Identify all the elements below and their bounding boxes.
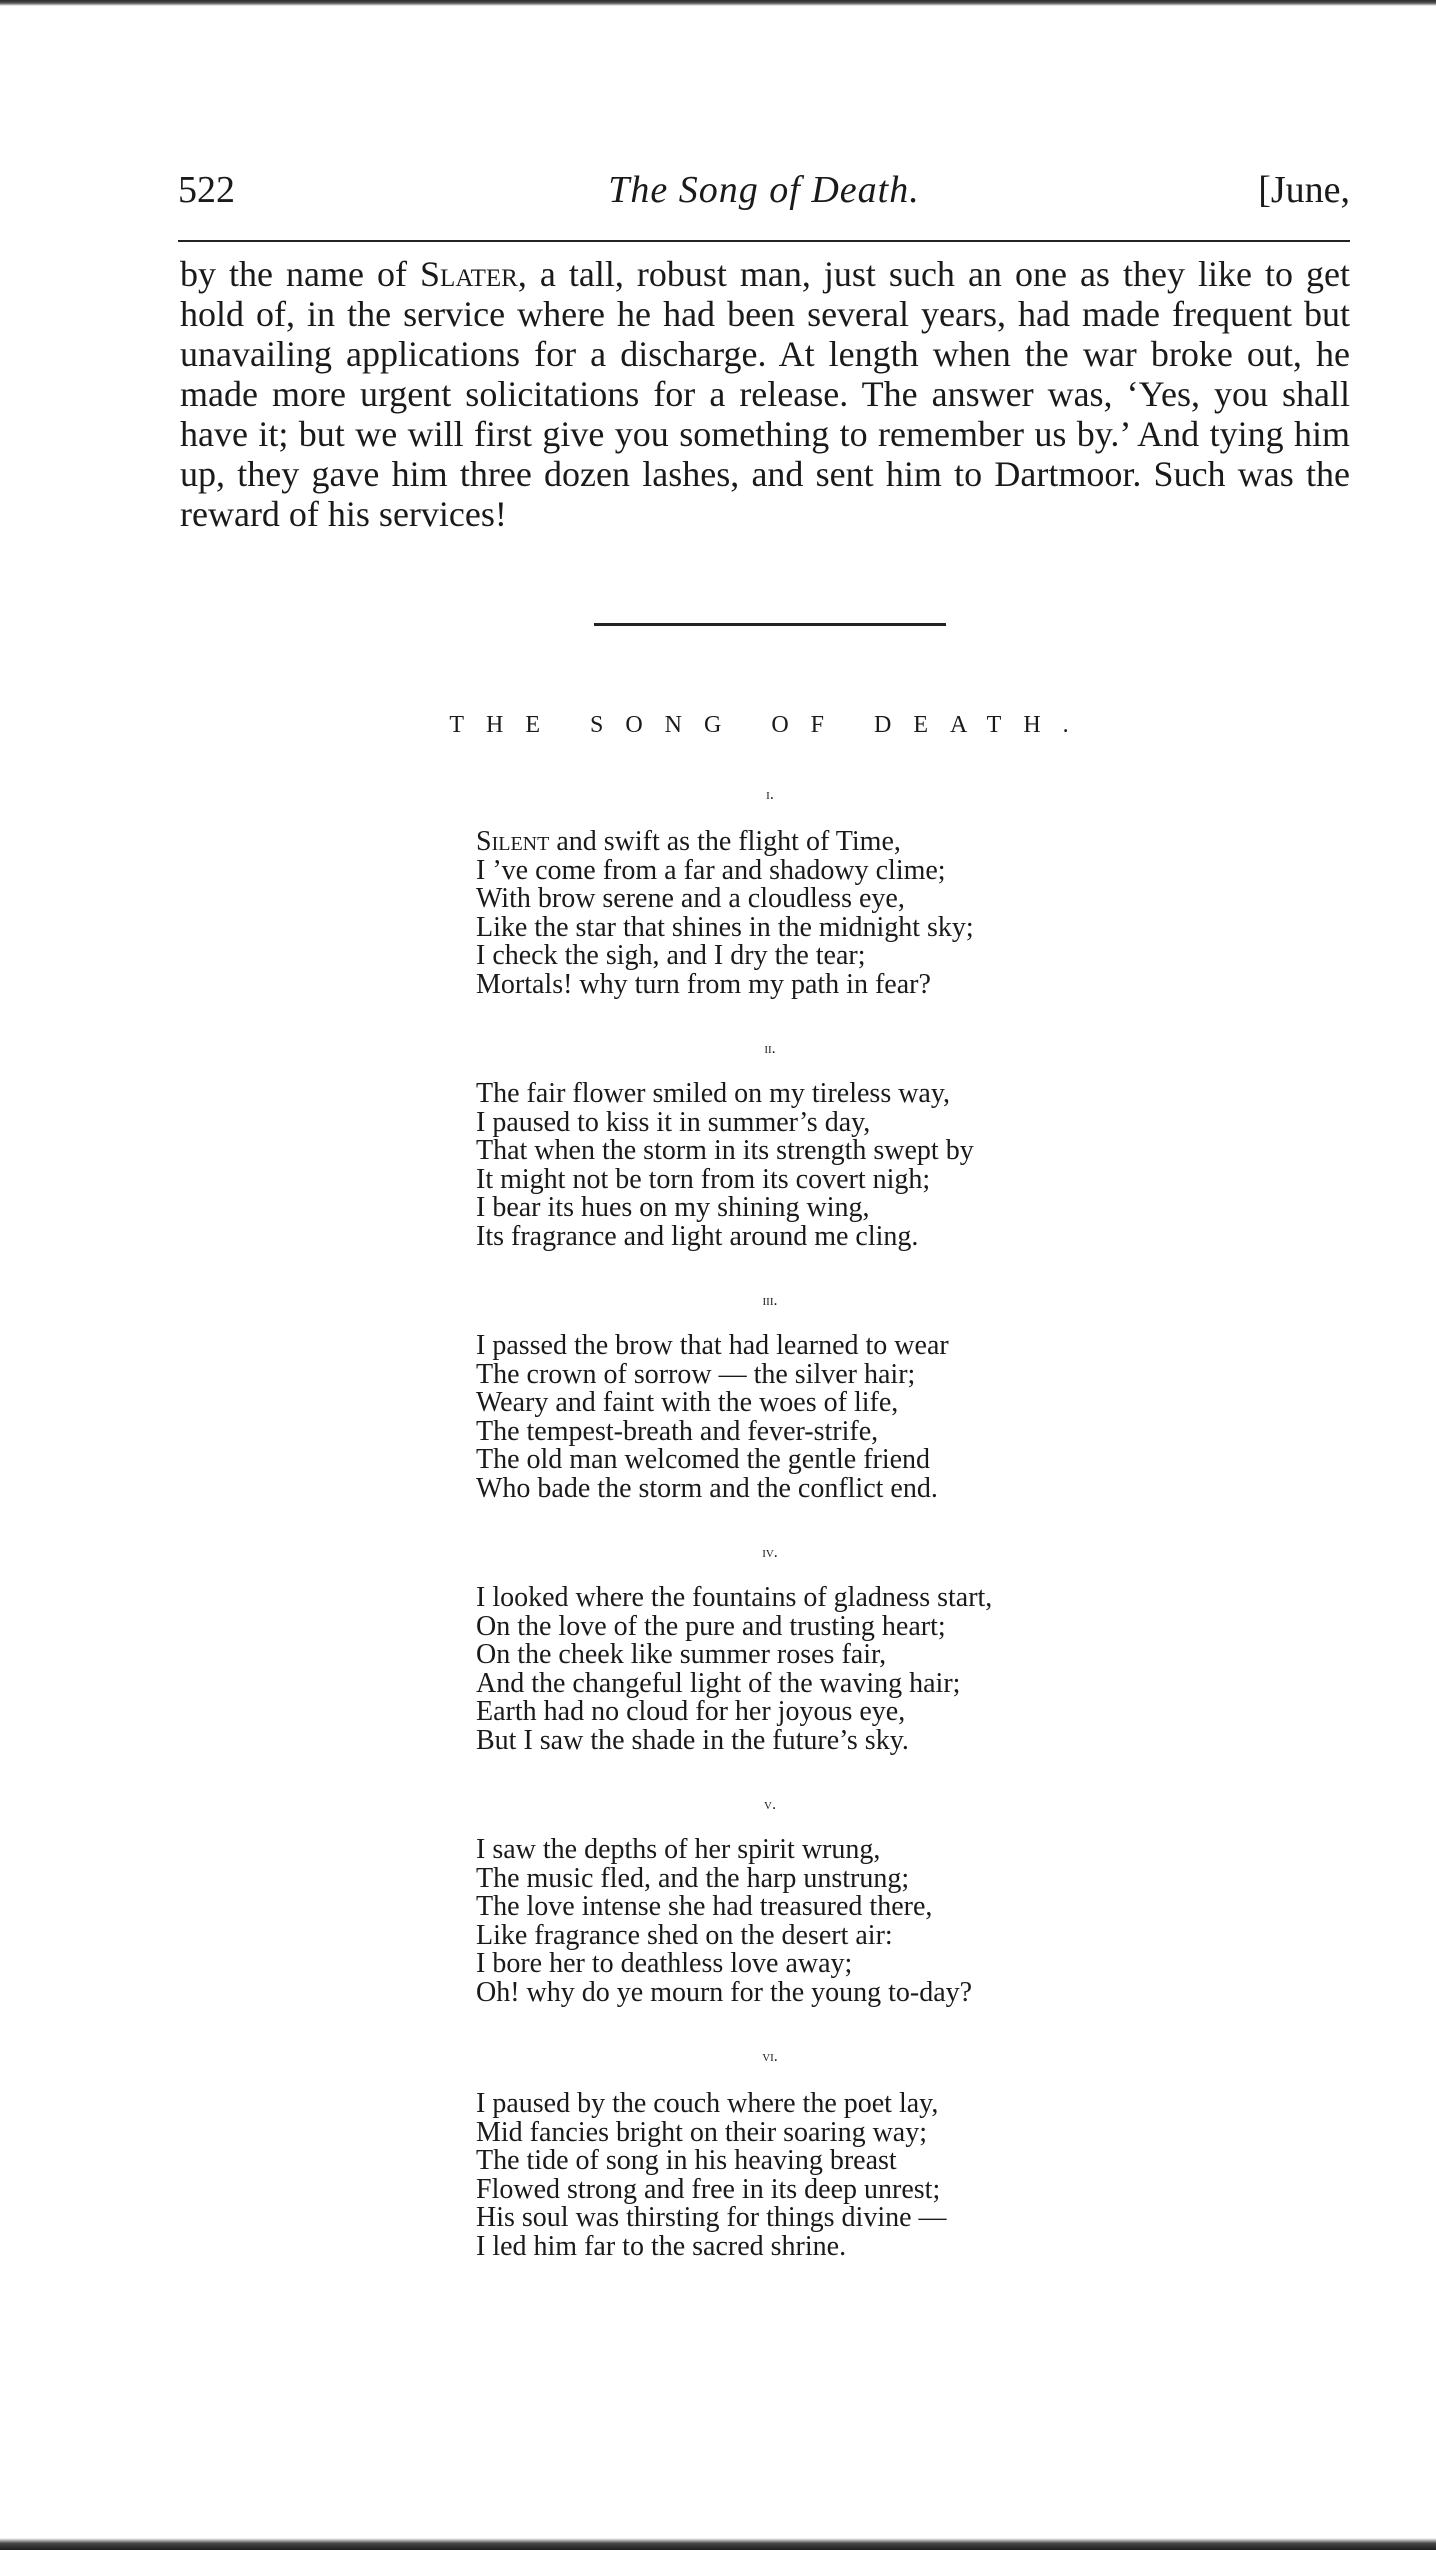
- stanza: [476, 1836, 1116, 2008]
- poem-line: Flowed strong and free in its deep unrest;: [476, 2173, 941, 2205]
- poem-line: The tide of song in his heaving breast: [476, 2145, 897, 2177]
- poem-line: Earth had no cloud for her joyous eye,: [476, 1696, 906, 1728]
- running-title: The Song of Death.: [608, 169, 920, 211]
- stanza-number: ii.: [764, 1040, 776, 1057]
- poem-line: Like fragrance shed on the desert air:: [476, 1919, 893, 1951]
- poem-line: The crown of sorrow — the silver hair;: [476, 1358, 916, 1390]
- poem-line: Its fragrance and light around me cling.: [476, 1220, 919, 1252]
- poem-line: I bore her to deathless love away;: [476, 1948, 853, 1980]
- poem-line: Mid fancies bright on their soaring way;: [476, 2116, 928, 2148]
- poem-line: It might not be torn from its covert nigh;: [476, 1163, 931, 1195]
- running-date: [June,: [1258, 169, 1350, 211]
- stanza: [476, 1080, 1116, 1252]
- poem-line: I paused by the couch where the poet lay,: [476, 2088, 939, 2119]
- poem-line: The tempest-breath and fever-strife,: [476, 1415, 879, 1447]
- page-bottom-edge: [0, 2538, 1436, 2550]
- stanza: [476, 828, 1116, 1000]
- stanza: [476, 1584, 1116, 1756]
- poem-line: Like the star that shines in the midnight sky;: [476, 911, 974, 943]
- poem-line: I bear its hues on my shining wing,: [476, 1192, 870, 1224]
- section-divider: [594, 623, 946, 626]
- prose-text-rest: , a tall, robust man, just such an one as they like to get hold of, in the service where he had been several years, had made frequent but unavailing applications for a discharge. At length when the war broke out, he made more urgent solicitations for a release. The answer was, ‘Yes, you shall have it; but we will first give you something to remember us by.’ And tying him up, they gave him three dozen lashes, and sent him to Dartmoor. Such was the reward of his services!: [180, 254, 1350, 534]
- poem-line: The love intense she had treasured there,: [476, 1891, 933, 1923]
- opening-small-caps: Silent: [476, 826, 550, 857]
- poem-title: THE SONG OF DEATH.: [449, 712, 1091, 738]
- header-rule: [178, 240, 1350, 242]
- stanza-number: v.: [764, 1796, 776, 1813]
- page-top-edge: [0, 0, 1436, 6]
- stanza-number: i.: [766, 786, 774, 803]
- poem-line: Weary and faint with the woes of life,: [476, 1387, 899, 1419]
- poem-line: That when the storm in its strength swept by: [476, 1135, 974, 1167]
- running-header: [178, 168, 1350, 228]
- poem-line: Oh! why do ye mourn for the young to-day?: [476, 1976, 973, 2008]
- poem-line: I looked where the fountains of gladness start,: [476, 1582, 993, 1613]
- stanza-number: iii.: [762, 1292, 778, 1309]
- poem-line: The fair flower smiled on my tireless way,: [476, 1078, 951, 1109]
- poem-line: The old man welcomed the gentle friend: [476, 1444, 931, 1476]
- prose-paragraph: [180, 254, 1350, 534]
- poem-line: With brow serene and a cloudless eye,: [476, 883, 905, 915]
- poem-line: Who bade the storm and the conflict end.: [476, 1472, 938, 1504]
- poem-line: On the cheek like summer roses fair,: [476, 1639, 887, 1671]
- poem-line: I paused to kiss it in summer’s day,: [476, 1106, 871, 1138]
- poem-line: [476, 828, 1116, 857]
- poem-line: Mortals! why turn from my path in fear?: [476, 968, 931, 1000]
- stanza-number: vi.: [762, 2048, 778, 2065]
- stanza: [476, 2090, 1116, 2262]
- poem-line: His soul was thirsting for things divine —: [476, 2202, 947, 2234]
- poem-line: And the changeful light of the waving hair;: [476, 1667, 961, 1699]
- poem-line-rest: and swift as the flight of Time,: [549, 826, 901, 857]
- poem-line: On the love of the pure and trusting heart;: [476, 1610, 946, 1642]
- poem-line: The music fled, and the harp unstrung;: [476, 1862, 910, 1894]
- stanza: [476, 1332, 1116, 1504]
- poem-line: But I saw the shade in the future’s sky.: [476, 1724, 909, 1756]
- poem-line: I passed the brow that had learned to wear: [476, 1330, 949, 1361]
- stanza-number: iv.: [762, 1544, 778, 1561]
- poem-line: I check the sigh, and I dry the tear;: [476, 940, 866, 972]
- prose-text-start: by the name of: [180, 254, 421, 294]
- poem-line: I ’ve come from a far and shadowy clime;: [476, 854, 946, 886]
- page-number: 522: [178, 169, 235, 211]
- prose-name: Slater: [420, 254, 518, 294]
- poem-line: I led him far to the sacred shrine.: [476, 2230, 847, 2262]
- poem-line: I saw the depths of her spirit wrung,: [476, 1834, 881, 1865]
